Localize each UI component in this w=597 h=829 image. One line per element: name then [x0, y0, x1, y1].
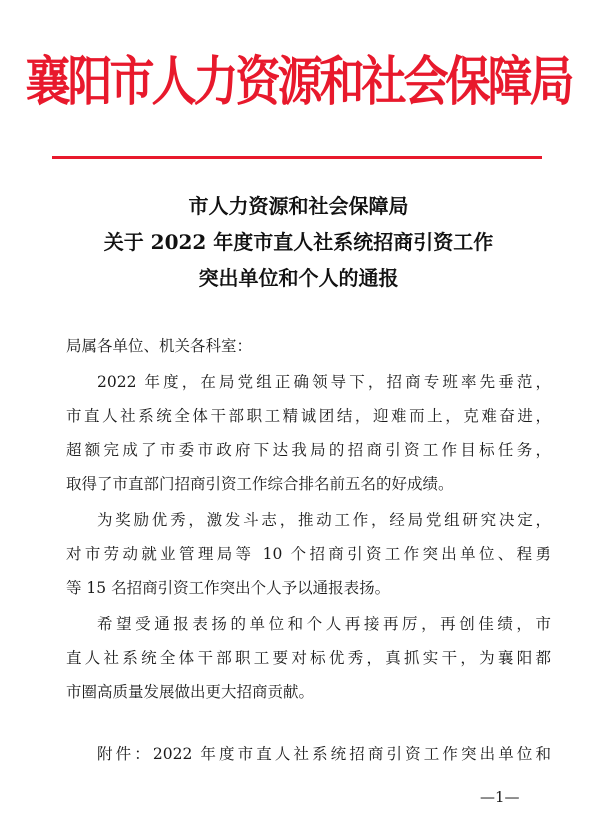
paragraph-1-line-4: 取得了市直部门招商引资工作综合排名前五名的好成绩。 — [66, 475, 454, 493]
salutation: 局属各单位、机关各科室： — [66, 337, 253, 355]
paragraph-1-line-2: 市直人社系统全体干部职工精诚团结，迎难而上，克难奋进， — [66, 407, 551, 425]
paragraph-2-line-3: 等 15 名招商引资工作突出个人予以通报表扬。 — [66, 579, 391, 597]
paragraph-1-line-3: 超额完成了市委市政府下达我局的招商引资工作目标任务， — [66, 441, 551, 459]
attachment-line: 附件：2022 年度市直人社系统招商引资工作突出单位和 — [97, 745, 551, 763]
paragraph-1-line-1: 2022 年度，在局党组正确领导下，招商专班率先垂范， — [97, 373, 551, 391]
document-title-line-2: 关于 2022 年度市直人社系统招商引资工作 — [103, 230, 494, 254]
org-header-title: 襄阳市人力资源和社会保障局 — [25, 50, 572, 113]
paragraph-2-line-1: 为奖励优秀，激发斗志，推动工作，经局党组研究决定， — [97, 511, 551, 529]
paragraph-3-line-1: 希望受通报表扬的单位和个人再接再厉，再创佳绩，市 — [97, 615, 551, 633]
paragraph-3-line-2: 直人社系统全体干部职工要对标优秀，真抓实干，为襄阳都 — [66, 649, 551, 667]
paragraph-2-line-2: 对市劳动就业管理局等 10 个招商引资工作突出单位、程勇 — [66, 545, 551, 563]
red-divider-line — [52, 156, 542, 159]
page-number: —1— — [480, 788, 520, 806]
document-title-line-1: 市人力资源和社会保障局 — [188, 194, 409, 218]
document-title-line-3: 突出单位和个人的通报 — [198, 266, 399, 290]
paragraph-3-line-3: 市圈高质量发展做出更大招商贡献。 — [66, 683, 315, 701]
